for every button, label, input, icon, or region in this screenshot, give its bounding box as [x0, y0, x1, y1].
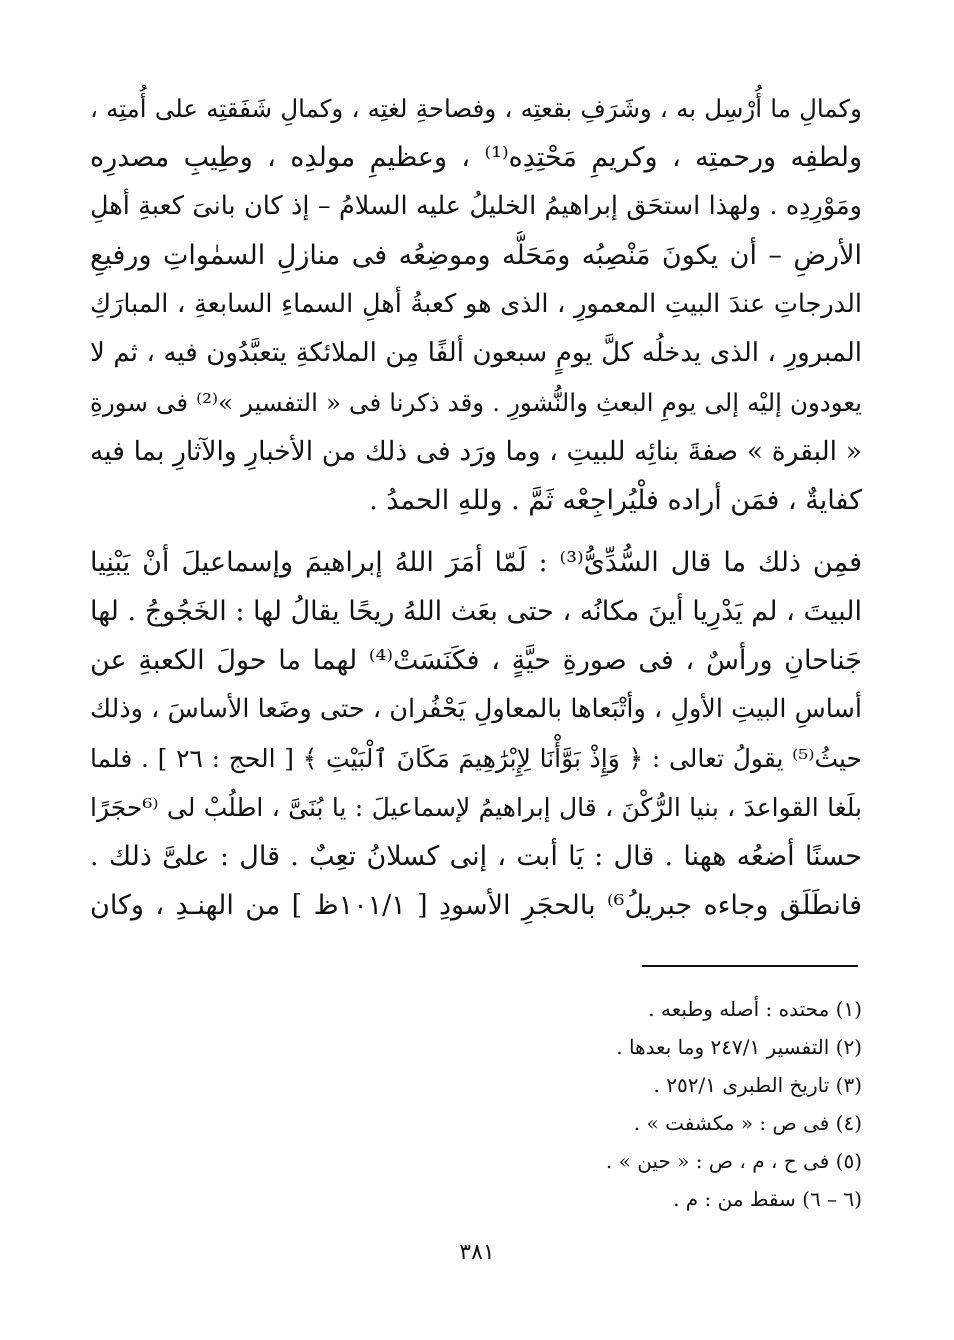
text-line: كفايةٌ ، فمَن أراده فلْيُراجِعْه ثَمَّ . وللهِ الحمدُ .	[369, 485, 862, 516]
text-line: جَناحانِ ورأسٌ ، فى صورةِ حيَّةٍ ، فكَنَسَتْ⁽⁴⁾ لهما ما حولَ الكعبةِ عن	[90, 645, 862, 676]
footnote: (٣) تاريخ الطبرى ٢٥٢/١ .	[653, 1073, 862, 1097]
text-line: حيثُ⁽⁵⁾ يقولُ تعالى : ﴿ وَإِذْ بَوَّأْنَا لِإِبْرَٰهِيمَ مَكَانَ ٱلْبَيْتِ ﴾ [ الحج : ٢٦ ] . فلما	[90, 744, 862, 773]
text-line: ولطفِه ورحمتِه ، وكريمِ مَحْتِدِه⁽¹⁾ ، وعظيمِ مولدِه ، وطِيبِ مصدرِه	[90, 142, 862, 173]
body-paragraph-1	[90, 84, 862, 525]
text-line: حسنًا أضعُه ههنا . قال : يَا أبت ، إنى كسلانُ تعِبٌ . قال : علىَّ ذلك .	[90, 841, 862, 872]
text-line: ومَوْرِدِه . ولهذا استحَق إبراهيمُ الخليلُ عليه السلامُ – إذ كان بانىَ كعبةِ أهلِ	[90, 191, 862, 221]
text-line: أساسِ البيتِ الأولِ ، وأتْبَعاها بالمعاولِ يَحْفُران ، حتى وضَعا الأساسَ ، وذلك	[90, 694, 862, 724]
text-line: فانطَلَق وجاءه جبريلُ⁶⁾ بالحجَرِ الأسودِ [ ١٠١/١ظ ] من الهنـدِ ، وكان	[90, 890, 862, 921]
footnote: (٦ – ٦) سقط من : م .	[673, 1187, 862, 1211]
footnote: (٢) التفسير ٢٤٧/١ وما بعدها .	[616, 1035, 862, 1059]
footnote-divider	[642, 965, 858, 967]
text-line: وكمالِ ما أُرْسِل به ، وشَرَفِ بقعتِه ، وفصاحةِ لغتِه ، وكمالِ شَفَقتِه على أُمتِه ،	[90, 94, 862, 123]
footnote: (١) محتده : أصله وطبعه .	[648, 997, 862, 1021]
text-line: الأرضِ – أن يكونَ مَنْصِبُه ومَحَلُّه وموضِعُه فى منازلِ السمٰواتِ ورفيعِ	[90, 240, 862, 271]
text-line: بلَغا القواعدَ ، بنيا الرُّكْنَ ، قال إبراهيمُ لإسماعيلَ : يا بُنَىَّ ، اطلُبْ لى ⁽⁶حجَرًا	[90, 793, 862, 822]
footnotes	[362, 990, 862, 1218]
footnote: (٤) فى ص : « مكشفت » .	[633, 1111, 862, 1135]
text-line: البيتَ ، لم يَدْرِيا أينَ مكانُه ، حتى بعَث اللهُ ريحًا يقالُ لها : الخَجُوجُ . لها	[90, 596, 862, 627]
footnote: (٥) فى ح ، م ، ص : « حين » .	[605, 1149, 862, 1173]
text-line: يعودون إليْه إلى يومِ البعثِ والنُّشورِ . وقد ذكرنا فى « التفسير »⁽²⁾ فى سورةِ	[90, 388, 862, 417]
page-number: ٣٨١	[459, 1240, 495, 1265]
body-paragraph-2	[90, 538, 862, 930]
text-line: فمِن ذلك ما قال السُّدِّىُّ⁽³⁾ : لَمّا أمَرَ اللهُ إبراهيمَ وإسماعيلَ أنْ يَبْنِيا	[90, 547, 862, 578]
text-line: « البقرة » صفةَ بنائِه للبيتِ ، وما ورَد فى ذلك من الأخبارِ والآثارِ بما فيه	[90, 436, 862, 467]
text-line: الدرجاتِ عندَ البيتِ المعمورِ ، الذى هو كعبةُ أهلِ السماءِ السابعةِ ، المبارَكِ	[90, 289, 862, 319]
text-line: المبرورِ ، الذى يدخلُه كلَّ يومٍ سبعون ألفًا مِن الملائكةِ يتعبَّدُون فيه ، ثم لا	[90, 338, 862, 368]
